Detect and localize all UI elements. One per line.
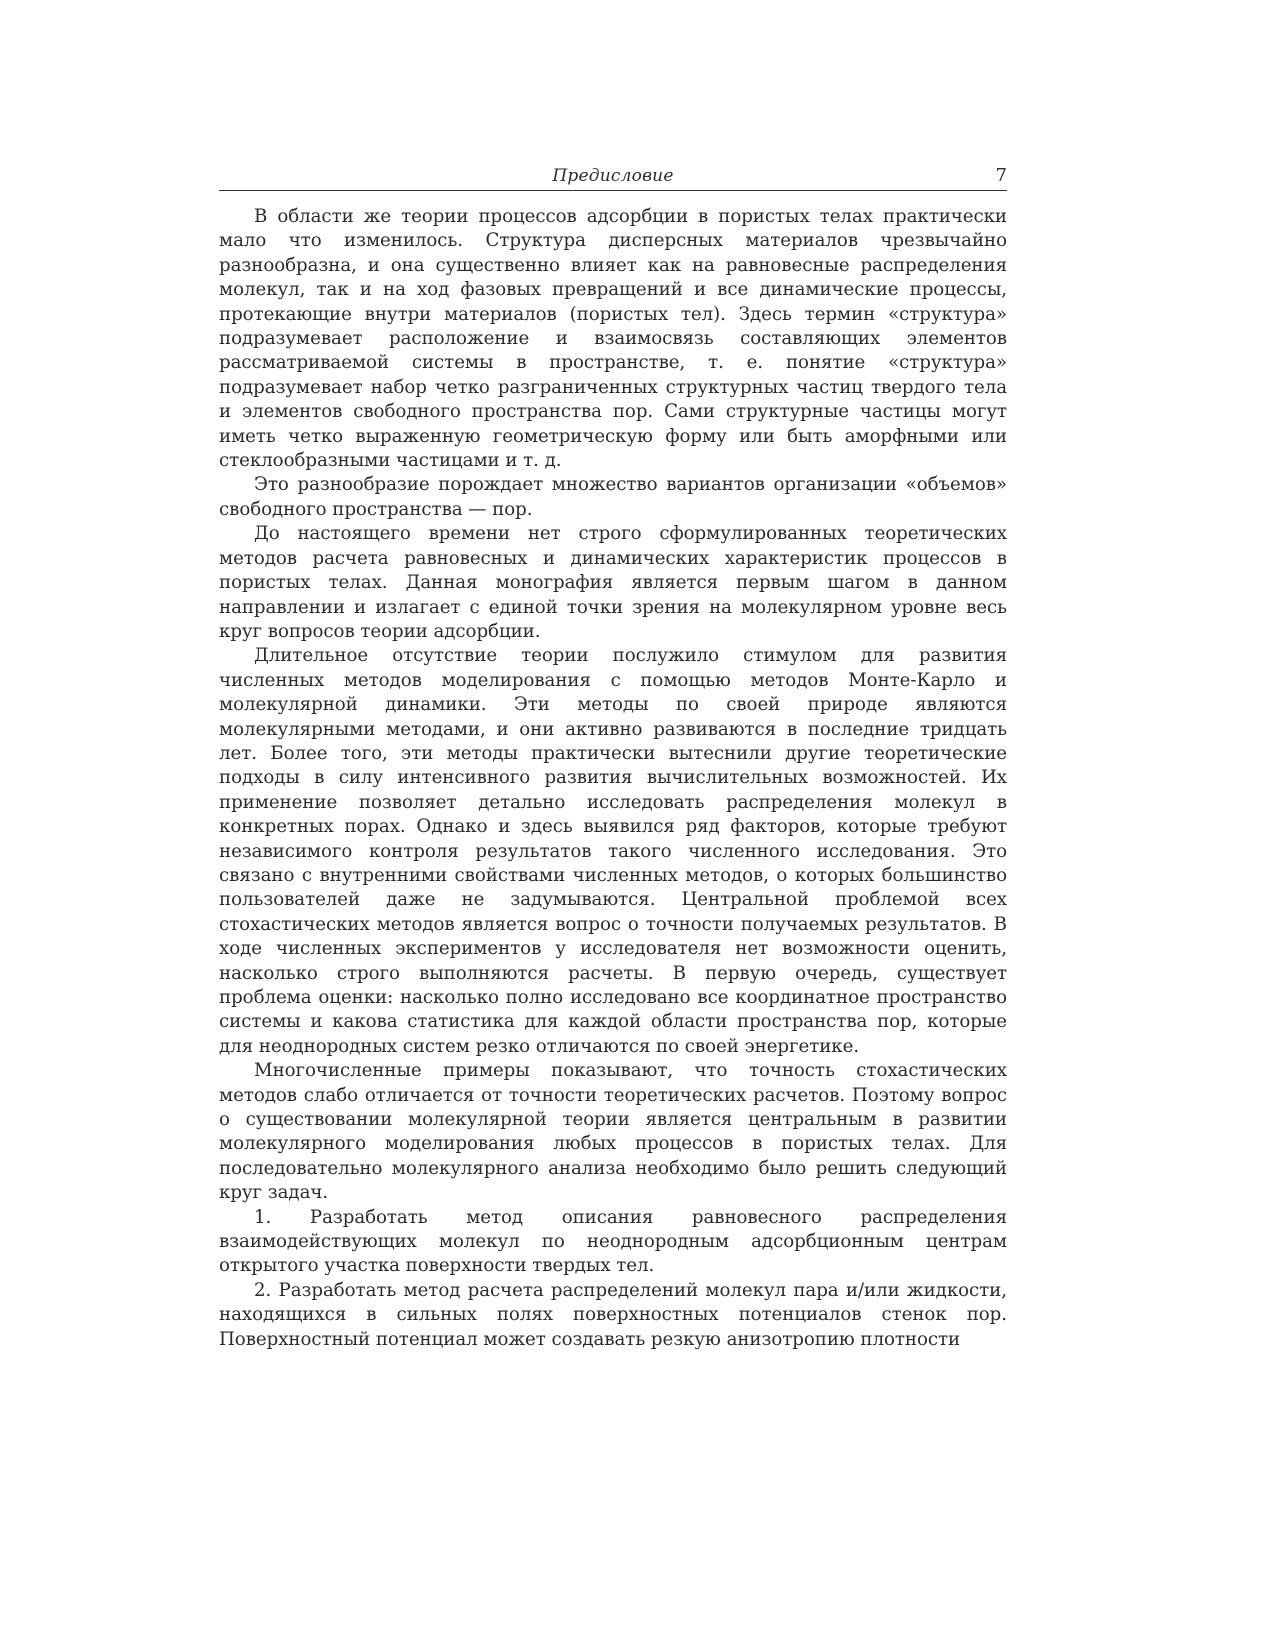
list-item-2: 2. Разработать метод расчета распределений молекул пара и/или жидкости, находящихся в сильных полях поверхностных потенциалов стенок пор. Поверхностный потенциал может создавать резкую анизотропию плотности	[219, 1279, 1007, 1350]
paragraph-1: В области же теории процессов адсорбции в пористых телах практически мало что изменилось. Структура дисперсных материалов чрезвычайно разнообразна, и она существенно влияет как на равновесные распределения молекул, так и на ход фазовых превращений и все динамические процессы, протекающие внутри материалов (пористых тел). Здесь термин «структура» подразумевает расположение и взаимосвязь составляющих элементов рассматриваемой системы в пространстве, т. е. понятие «структура» подразумевает набор четко разграниченных структурных частиц твердого тела и элементов свободного пространства пор. Сами структурные частицы могут иметь четко выраженную геометрическую форму или быть аморфными или стеклообразными частицами и т. д.	[219, 206, 1007, 472]
page-number: 7	[995, 165, 1007, 186]
running-title: Предисловие	[552, 166, 674, 186]
body-text	[219, 205, 1007, 1352]
running-header	[219, 164, 1007, 191]
paragraph-2: Это разнообразие порождает множество вариантов организации «объемов» свободного пространства — пор.	[219, 474, 1007, 520]
paragraph-5: Многочисленные примеры показывают, что точность стохастических методов слабо отличается от точности теоретических расчетов. Поэтому вопрос о существовании молекулярной теории является центральным в развитии молекулярного моделирования любых процессов в пористых телах. Для последовательно молекулярного анализа необходимо было решить следующий круг задач.	[219, 1060, 1007, 1204]
list-item-1: 1. Разработать метод описания равновесного распределения взаимодействующих молекул по неоднородным адсорбционным центрам открытого участка поверхности твердых тел.	[219, 1206, 1007, 1277]
paragraph-4: Длительное отсутствие теории послужило стимулом для развития численных методов моделирования с помощью методов Монте-Карло и молекулярной динамики. Эти методы по своей природе являются молекулярными методами, и они активно развиваются в последние тридцать лет. Более того, эти методы практически вытеснили другие теоретические подходы в силу интенсивного развития вычислительных возможностей. Их применение позволяет детально исследовать распределения молекул в конкретных порах. Однако и здесь выявился ряд факторов, которые требуют независимого контроля результатов такого численного исследования. Это связано с внутренними свойствами численных методов, о которых большинство пользователей даже не задумываются. Центральной проблемой всех стохастических методов является вопрос о точности получаемых результатов. В ходе численных экспериментов у исследователя нет возможности оценить, насколько строго выполняются расчеты. В первую очередь, существует проблема оценки: насколько полно исследовано все координатное пространство системы и какова статистика для каждой области пространства пор, которые для неоднородных систем резко отличаются по своей энергетике.	[219, 645, 1007, 1057]
paragraph-3: До настоящего времени нет строго сформулированных теоретических методов расчета равновесных и динамических характеристик процессов в пористых телах. Данная монография является первым шагом в данном направлении и излагает с единой точки зрения на молекулярном уровне весь круг вопросов теории адсорбции.	[219, 523, 1007, 642]
book-page	[219, 164, 1007, 1352]
